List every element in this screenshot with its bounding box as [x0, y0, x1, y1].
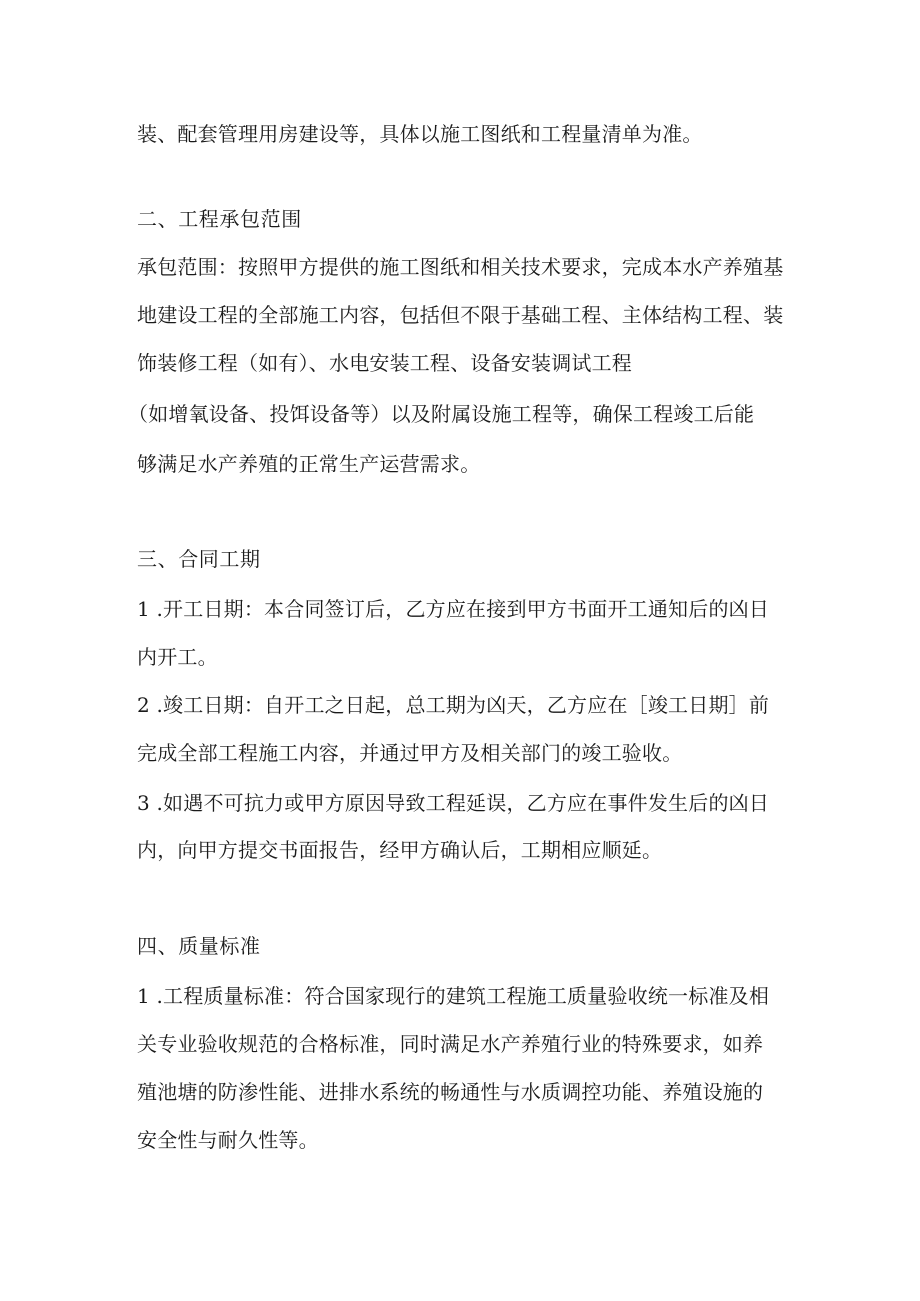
section-2-line-1: 承包范围：按照甲方提供的施工图纸和相关技术要求，完成本水产养殖基 — [137, 255, 784, 279]
section-4-item-1-line-2: 关专业验收规范的合格标准，同时满足水产养殖行业的特殊要求，如养 — [137, 1032, 764, 1056]
section-3-item-2-line-1: 2 .竣工日期：自开工之日起，总工期为凶天，乙方应在［竣工日期］前 — [137, 693, 770, 717]
section-3-heading: 三、合同工期 — [137, 547, 261, 571]
section-2-line-4: （如增氧设备、投饵设备等）以及附属设施工程等，确保工程竣工后能 — [128, 402, 755, 426]
section-3-item-1-line-2: 内开工。 — [137, 645, 218, 669]
section-2-line-3: 饰装修工程（如有）、水电安装工程、设备安装调试工程 — [137, 351, 632, 375]
section-4-heading: 四、质量标准 — [137, 934, 261, 958]
section-3-item-2-line-2: 完成全部工程施工内容，并通过甲方及相关部门的竣工验收。 — [137, 741, 683, 765]
section-3-item-1-line-1: 1 .开工日期：本合同签订后，乙方应在接到甲方书面开工通知后的凶日 — [137, 597, 770, 621]
section-3-item-3-line-1: 3 .如遇不可抗力或甲方原因导致工程延误，乙方应在事件发生后的凶日 — [137, 791, 770, 815]
section-4-item-1-line-3: 殖池塘的防渗性能、进排水系统的畅通性与水质调控功能、养殖设施的 — [137, 1080, 764, 1104]
section-4-item-1-line-1: 1 .工程质量标准：符合国家现行的建筑工程施工质量验收统一标准及相 — [137, 984, 770, 1008]
section-2-line-5: 够满足水产养殖的正常生产运营需求。 — [137, 452, 481, 476]
section-2-line-2: 地建设工程的全部施工内容，包括但不限于基础工程、主体结构工程、装 — [137, 303, 784, 327]
section-4-item-1-line-4: 安全性与耐久性等。 — [137, 1128, 319, 1152]
continuation-text: 装、配套管理用房建设等，具体以施工图纸和工程量清单为准。 — [137, 122, 703, 146]
section-2-heading: 二、工程承包范围 — [137, 207, 302, 231]
section-3-item-3-line-2: 内，向甲方提交书面报告，经甲方确认后，工期相应顺延。 — [137, 838, 663, 862]
